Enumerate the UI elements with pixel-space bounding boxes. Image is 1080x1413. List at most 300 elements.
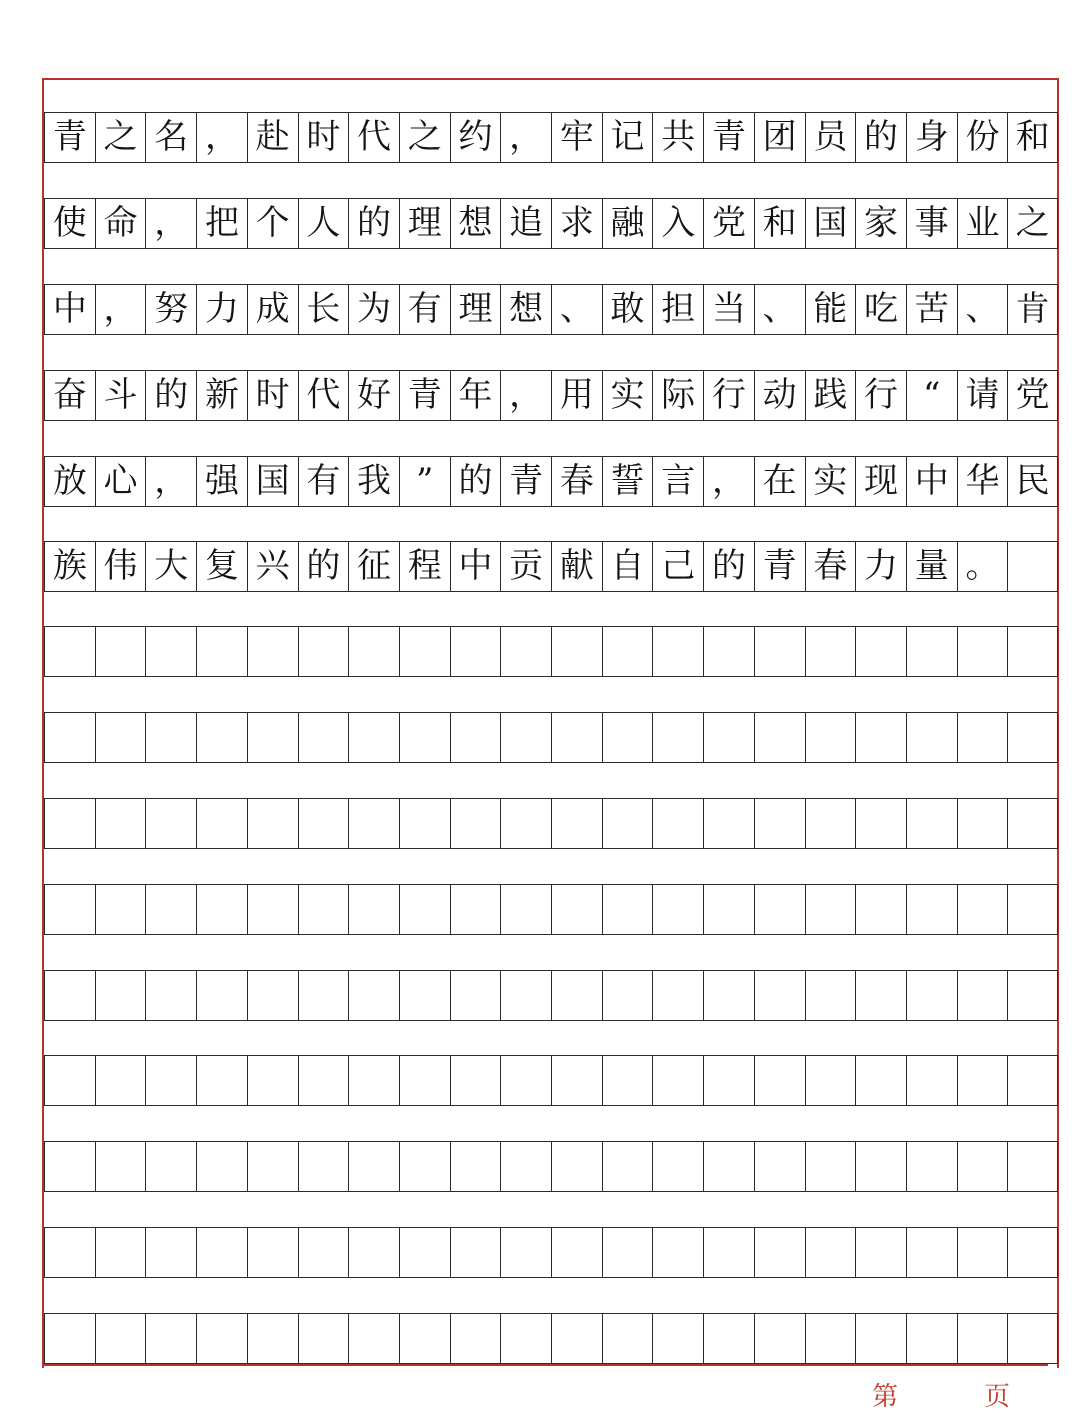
grid-cell [1007,626,1058,676]
grid-cell [855,1313,906,1363]
grid-cell [957,970,1008,1020]
grid-cell: 的 [298,541,349,591]
grid-cell: 复 [196,541,247,591]
grid-cell: 吃 [855,284,906,334]
grid-cell [399,1141,450,1191]
grid-cell: 大 [145,541,196,591]
grid-cell: 春 [805,541,856,591]
grid-cell [1007,1141,1058,1191]
grid-cell [450,1227,501,1277]
grid-cell: 程 [399,541,450,591]
grid-line [44,884,1058,885]
grid-cell [399,1227,450,1277]
grid-cell [1007,798,1058,848]
grid-cell [145,1313,196,1363]
grid-line [44,1191,1058,1192]
grid-cell [95,1313,146,1363]
grid-row [44,798,1058,848]
grid-row [44,284,1058,334]
grid-cell [602,1141,653,1191]
grid-cell [44,970,95,1020]
grid-cell [906,626,957,676]
grid-cell: 能 [805,284,856,334]
grid-cell: 党 [1007,370,1058,420]
grid-cell [399,626,450,676]
grid-cell [450,970,501,1020]
grid-line [44,506,1058,507]
grid-cell [805,970,856,1020]
grid-cell [196,1313,247,1363]
grid-cell [247,1227,298,1277]
grid-cell [95,626,146,676]
grid-cell [551,1141,602,1191]
grid-cell [551,1055,602,1105]
grid-cell [805,1227,856,1277]
grid-cell [399,1055,450,1105]
grid-cell [602,798,653,848]
grid-cell: ， [145,456,196,506]
grid-cell [906,798,957,848]
grid-cell: 用 [551,370,602,420]
grid-cell [805,712,856,762]
grid-row [44,112,1058,162]
grid-cell: 力 [855,541,906,591]
grid-cell [754,798,805,848]
grid-cell: 赴 [247,112,298,162]
grid-cell [44,712,95,762]
grid-cell [500,626,551,676]
grid-cell: 强 [196,456,247,506]
grid-cell: 誓 [602,456,653,506]
grid-cell: 时 [298,112,349,162]
grid-cell [247,970,298,1020]
grid-cell [703,1313,754,1363]
grid-cell: 青 [703,112,754,162]
grid-cell [247,712,298,762]
page-footer-ye: 页 [984,1382,1011,1412]
grid-cell [754,1313,805,1363]
grid-line [44,198,1058,199]
sheet-bottom-border [44,1364,1048,1366]
grid-cell: 斗 [95,370,146,420]
grid-cell: 贡 [500,541,551,591]
grid-row [44,884,1058,934]
grid-cell [196,1227,247,1277]
grid-cell [957,1227,1008,1277]
grid-cell [906,1141,957,1191]
grid-cell [602,712,653,762]
grid-cell [298,1141,349,1191]
grid-cell [602,1055,653,1105]
grid-cell: 年 [450,370,501,420]
grid-cell [44,626,95,676]
grid-cell [703,884,754,934]
grid-cell: 之 [1007,198,1058,248]
grid-line [44,798,1058,799]
grid-cell [399,798,450,848]
grid-row [44,1313,1058,1363]
grid-cell: 成 [247,284,298,334]
grid-cell: ， [500,370,551,420]
grid-cell [298,798,349,848]
grid-line [44,676,1058,677]
grid-cell [399,884,450,934]
grid-line [44,284,1058,285]
grid-cell: 际 [652,370,703,420]
grid-cell: 党 [703,198,754,248]
grid-cell [145,1227,196,1277]
grid-cell: 想 [450,198,501,248]
grid-cell [1007,1227,1058,1277]
sheet-top-border [44,78,1058,80]
grid-cell: ， [500,112,551,162]
grid-cell [957,626,1008,676]
grid-cell [399,1313,450,1363]
grid-line [44,420,1058,421]
grid-line [44,334,1058,335]
grid-cell: 的 [703,541,754,591]
grid-cell [348,1141,399,1191]
grid-cell: 之 [95,112,146,162]
grid-cell: 团 [754,112,805,162]
grid-line [44,370,1058,371]
grid-cell [602,1227,653,1277]
grid-cell: 想 [500,284,551,334]
grid-cell [754,1227,805,1277]
grid-cell [602,884,653,934]
grid-cell [703,626,754,676]
grid-cell: ” [399,456,450,506]
grid-cell [298,1055,349,1105]
grid-cell: 、 [957,284,1008,334]
grid-cell [196,1055,247,1105]
grid-line [44,1277,1058,1278]
grid-cell [551,712,602,762]
grid-cell [957,884,1008,934]
grid-cell: 代 [298,370,349,420]
grid-cell: 共 [652,112,703,162]
grid-cell [500,798,551,848]
grid-cell: 有 [298,456,349,506]
grid-cell [652,1055,703,1105]
grid-cell: 、 [551,284,602,334]
grid-cell [754,1055,805,1105]
grid-cell [906,884,957,934]
grid-cell [145,884,196,934]
grid-cell [298,1313,349,1363]
grid-cell [145,712,196,762]
grid-cell: 和 [1007,112,1058,162]
grid-cell [500,1227,551,1277]
grid-cell: 肯 [1007,284,1058,334]
grid-line [44,541,1058,542]
grid-cell: 量 [906,541,957,591]
grid-cell [1007,1055,1058,1105]
grid-cell [348,712,399,762]
grid-line [44,1105,1058,1106]
grid-line [44,1020,1058,1021]
grid-cell: 追 [500,198,551,248]
grid-cell [652,884,703,934]
grid-cell [957,712,1008,762]
grid-cell [399,712,450,762]
grid-cell: 之 [399,112,450,162]
grid-cell: ， [95,284,146,334]
grid-cell: “ [906,370,957,420]
grid-cell [602,1313,653,1363]
grid-cell: 青 [754,541,805,591]
grid-cell: 心 [95,456,146,506]
grid-line [44,248,1058,249]
grid-cell [450,798,501,848]
grid-cell [44,1055,95,1105]
grid-cell: 长 [298,284,349,334]
grid-cell [906,712,957,762]
grid-row [44,712,1058,762]
grid-row [44,456,1058,506]
grid-line [44,456,1058,457]
grid-cell [399,970,450,1020]
grid-cell [805,1141,856,1191]
grid-cell: 请 [957,370,1008,420]
grid-row [44,1055,1058,1105]
grid-cell [703,1227,754,1277]
grid-cell: 为 [348,284,399,334]
grid-line [44,162,1058,163]
grid-cell: 。 [957,541,1008,591]
grid-cell [652,626,703,676]
grid-cell [450,1313,501,1363]
grid-cell [500,1313,551,1363]
grid-cell: 新 [196,370,247,420]
grid-line [44,1055,1058,1056]
grid-cell: 个 [247,198,298,248]
grid-cell: 实 [602,370,653,420]
grid-cell [247,1141,298,1191]
grid-cell [703,1141,754,1191]
grid-cell [298,1227,349,1277]
grid-cell [500,884,551,934]
grid-cell: 人 [298,198,349,248]
grid-cell [551,970,602,1020]
grid-cell [855,884,906,934]
grid-cell: 我 [348,456,399,506]
grid-cell: 自 [602,541,653,591]
grid-cell: 员 [805,112,856,162]
grid-row [44,970,1058,1020]
grid-cell [44,884,95,934]
grid-cell [450,1055,501,1105]
grid-cell: 伟 [95,541,146,591]
grid-cell: 力 [196,284,247,334]
grid-cell [754,884,805,934]
grid-cell [652,798,703,848]
grid-cell [247,884,298,934]
grid-cell: 和 [754,198,805,248]
grid-cell [145,626,196,676]
grid-cell [855,798,906,848]
grid-cell: 家 [855,198,906,248]
grid-cell [348,626,399,676]
grid-cell [805,798,856,848]
grid-cell: 春 [551,456,602,506]
grid-cell: 言 [652,456,703,506]
grid-cell [298,884,349,934]
grid-cell [450,712,501,762]
grid-cell [500,1141,551,1191]
grid-cell [44,1141,95,1191]
grid-cell [348,1313,399,1363]
grid-cell [855,1227,906,1277]
grid-cell: ， [196,112,247,162]
grid-cell [703,798,754,848]
grid-cell [500,712,551,762]
grid-cell [95,798,146,848]
grid-cell [805,884,856,934]
grid-line [44,1227,1058,1228]
grid-cell [805,626,856,676]
grid-row [44,198,1058,248]
grid-cell [247,626,298,676]
grid-line [44,1313,1058,1314]
grid-cell [957,1313,1008,1363]
grid-cell [805,1055,856,1105]
grid-cell [247,1055,298,1105]
grid-cell: 求 [551,198,602,248]
grid-cell: 约 [450,112,501,162]
grid-row [44,1227,1058,1277]
grid-row [44,626,1058,676]
grid-cell [652,1227,703,1277]
grid-cell: 使 [44,198,95,248]
grid-cell: 践 [805,370,856,420]
grid-cell [145,970,196,1020]
grid-cell: 中 [906,456,957,506]
grid-cell: 的 [855,112,906,162]
grid-cell [247,1313,298,1363]
grid-line [44,762,1058,763]
grid-cell [450,1141,501,1191]
grid-cell: 行 [703,370,754,420]
grid-cell: 在 [754,456,805,506]
grid-cell: 献 [551,541,602,591]
grid-cell: 行 [855,370,906,420]
grid-cell: 动 [754,370,805,420]
grid-cell [44,1313,95,1363]
grid-cell: 理 [450,284,501,334]
grid-cell: 业 [957,198,1008,248]
grid-cell [754,970,805,1020]
grid-line [44,1141,1058,1142]
grid-cell [196,712,247,762]
grid-cell: ， [703,456,754,506]
grid-cell [754,712,805,762]
grid-cell: 把 [196,198,247,248]
grid-cell: 牢 [551,112,602,162]
grid-cell [450,626,501,676]
grid-cell: 代 [348,112,399,162]
grid-cell: 放 [44,456,95,506]
grid-cell [652,712,703,762]
grid-cell: 己 [652,541,703,591]
grid-cell [855,626,906,676]
grid-cell: 融 [602,198,653,248]
grid-cell [95,1141,146,1191]
grid-cell [602,970,653,1020]
grid-line [44,626,1058,627]
grid-cell [754,1141,805,1191]
grid-cell [855,712,906,762]
grid-cell [145,798,196,848]
grid-cell [551,626,602,676]
grid-cell [855,1055,906,1105]
grid-cell: 入 [652,198,703,248]
grid-cell: 青 [44,112,95,162]
grid-cell [1007,712,1058,762]
grid-cell [95,884,146,934]
grid-line [44,591,1058,592]
grid-cell [1007,970,1058,1020]
grid-cell: 名 [145,112,196,162]
grid-cell [906,1313,957,1363]
grid-cell: 好 [348,370,399,420]
grid-cell [602,626,653,676]
grid-row [44,541,1058,591]
grid-cell: 事 [906,198,957,248]
grid-cell [1007,541,1058,591]
grid-cell: 民 [1007,456,1058,506]
grid-line [44,848,1058,849]
grid-cell [906,1055,957,1105]
grid-cell: 当 [703,284,754,334]
grid-cell: 理 [399,198,450,248]
grid-cell [957,1055,1008,1105]
grid-cell: 华 [957,456,1008,506]
grid-cell [652,970,703,1020]
grid-cell: 时 [247,370,298,420]
grid-cell [855,1141,906,1191]
grid-cell [348,1055,399,1105]
grid-cell: 记 [602,112,653,162]
grid-cell [1007,884,1058,934]
grid-cell [145,1055,196,1105]
grid-cell [1007,1313,1058,1363]
grid-line [44,1363,1058,1364]
grid-cell [703,712,754,762]
grid-cell [196,1141,247,1191]
grid-cell [196,970,247,1020]
grid-cell [855,970,906,1020]
grid-cell [500,1055,551,1105]
grid-cell [95,1227,146,1277]
grid-cell [906,1227,957,1277]
grid-line [44,934,1058,935]
grid-cell [754,626,805,676]
grid-cell [652,1141,703,1191]
grid-cell [196,798,247,848]
grid-cell: 的 [348,198,399,248]
grid-cell: 有 [399,284,450,334]
grid-cell [703,1055,754,1105]
grid-row [44,1141,1058,1191]
grid-cell: 兴 [247,541,298,591]
grid-cell [95,712,146,762]
grid-cell [95,970,146,1020]
grid-cell [44,798,95,848]
grid-cell [44,1227,95,1277]
grid-line [44,112,1058,113]
grid-line [44,970,1058,971]
